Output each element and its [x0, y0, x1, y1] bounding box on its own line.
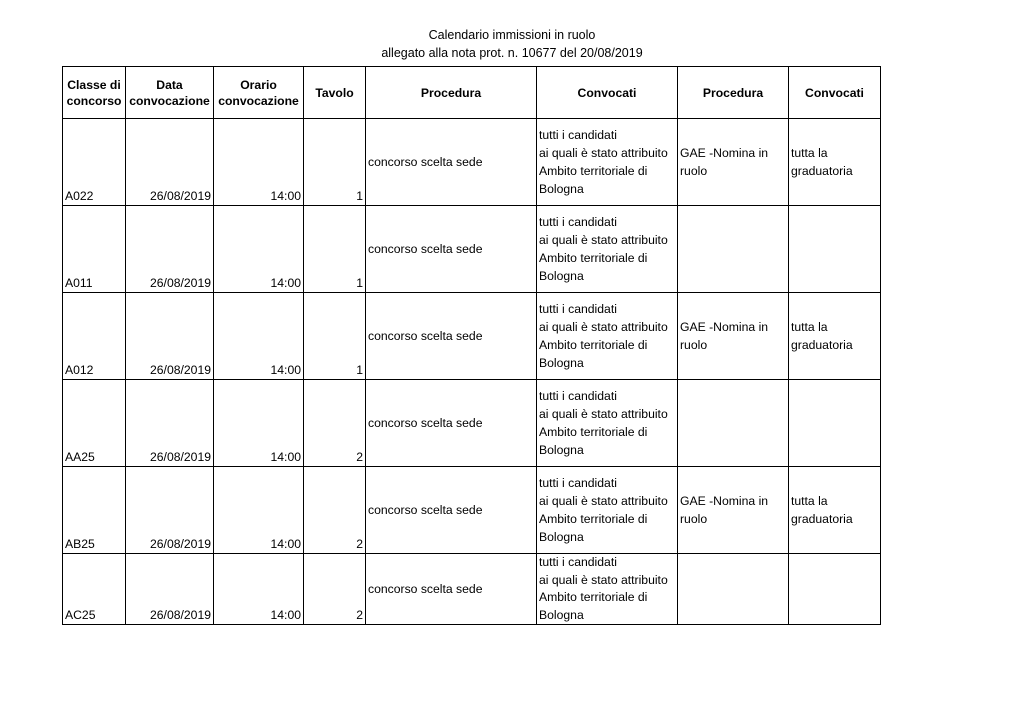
- cell-procedura: concorso scelta sede: [366, 293, 537, 380]
- cell-convocati-2: [789, 206, 881, 293]
- header-data-convocazione: Data convocazione: [126, 67, 214, 119]
- cell-procedura-2: [678, 554, 789, 625]
- cell-procedura: concorso scelta sede: [366, 206, 537, 293]
- cell-classe: A011: [63, 206, 126, 293]
- cell-convocati-2: [789, 554, 881, 625]
- cell-procedura-2: GAE -Nomina in ruolo: [678, 119, 789, 206]
- table-row: [63, 206, 881, 293]
- cell-tavolo: 1: [304, 206, 366, 293]
- table-row: [63, 380, 881, 467]
- cell-convocati: tutti i candidati ai quali è stato attribuito Ambito territoriale di Bologna: [537, 554, 678, 625]
- cell-tavolo: 1: [304, 293, 366, 380]
- header-convocati-2: Convocati: [789, 67, 881, 119]
- document-title: Calendario immissioni in ruolo: [428, 28, 596, 42]
- cell-convocati-2: tutta la graduatoria: [789, 119, 881, 206]
- cell-orario: 14:00: [214, 467, 304, 554]
- cell-data: 26/08/2019: [126, 119, 214, 206]
- cell-convocati-2: tutta la graduatoria: [789, 293, 881, 380]
- cell-tavolo: 1: [304, 119, 366, 206]
- cell-tavolo: 2: [304, 467, 366, 554]
- cell-convocati: tutti i candidati ai quali è stato attribuito Ambito territoriale di Bologna: [537, 206, 678, 293]
- cell-convocati-2: tutta la graduatoria: [789, 467, 881, 554]
- header-orario-convocazione: Orario convocazione: [214, 67, 304, 119]
- cell-procedura: concorso scelta sede: [366, 380, 537, 467]
- cell-tavolo: 2: [304, 554, 366, 625]
- cell-convocati-2: [789, 380, 881, 467]
- cell-classe: A022: [63, 119, 126, 206]
- cell-convocati: tutti i candidati ai quali è stato attribuito Ambito territoriale di Bologna: [537, 467, 678, 554]
- cell-orario: 14:00: [214, 554, 304, 625]
- table-row: [63, 554, 881, 625]
- cell-convocati: tutti i candidati ai quali è stato attribuito Ambito territoriale di Bologna: [537, 119, 678, 206]
- cell-data: 26/08/2019: [126, 380, 214, 467]
- cell-data: 26/08/2019: [126, 467, 214, 554]
- table-row: [63, 293, 881, 380]
- cell-convocati: tutti i candidati ai quali è stato attribuito Ambito territoriale di Bologna: [537, 293, 678, 380]
- cell-classe: AC25: [63, 554, 126, 625]
- header-procedura-2: Procedura: [678, 67, 789, 119]
- cell-orario: 14:00: [214, 293, 304, 380]
- table-header-row: [63, 67, 881, 119]
- cell-classe: AA25: [63, 380, 126, 467]
- cell-procedura: concorso scelta sede: [366, 467, 537, 554]
- cell-procedura-2: [678, 206, 789, 293]
- cell-orario: 14:00: [214, 119, 304, 206]
- header-procedura: Procedura: [366, 67, 537, 119]
- document-subtitle: allegato alla nota prot. n. 10677 del 20/08/2019: [381, 46, 643, 60]
- cell-procedura-2: [678, 380, 789, 467]
- cell-orario: 14:00: [214, 206, 304, 293]
- cell-classe: AB25: [63, 467, 126, 554]
- cell-data: 26/08/2019: [126, 206, 214, 293]
- table-row: [63, 119, 881, 206]
- header-tavolo: Tavolo: [304, 67, 366, 119]
- cell-procedura-2: GAE -Nomina in ruolo: [678, 467, 789, 554]
- cell-tavolo: 2: [304, 380, 366, 467]
- cell-convocati: tutti i candidati ai quali è stato attribuito Ambito territoriale di Bologna: [537, 380, 678, 467]
- schedule-table: [62, 66, 881, 625]
- cell-classe: A012: [63, 293, 126, 380]
- cell-procedura: concorso scelta sede: [366, 119, 537, 206]
- header-classe-di-concorso: Classe di concorso: [63, 67, 126, 119]
- header-convocati: Convocati: [537, 67, 678, 119]
- cell-procedura: concorso scelta sede: [366, 554, 537, 625]
- cell-procedura-2: GAE -Nomina in ruolo: [678, 293, 789, 380]
- cell-orario: 14:00: [214, 380, 304, 467]
- cell-data: 26/08/2019: [126, 554, 214, 625]
- cell-data: 26/08/2019: [126, 293, 214, 380]
- table-row: [63, 467, 881, 554]
